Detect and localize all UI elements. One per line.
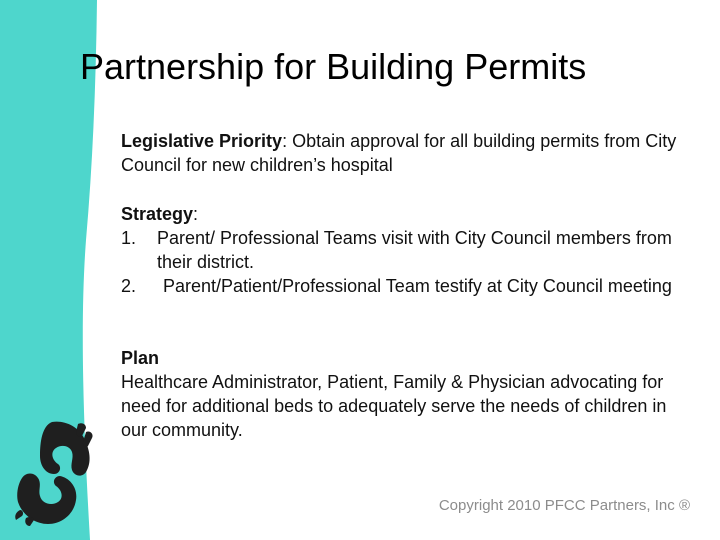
strategy-item-text: Parent/Patient/Professional Team testify at City Council meeting	[163, 276, 672, 296]
hands-logo-icon	[12, 418, 96, 528]
strategy-item	[121, 226, 681, 274]
strategy-item-number: 2.	[121, 276, 137, 296]
strategy-label: Strategy	[121, 204, 194, 224]
slide-title: Partnership for Building Permits	[80, 46, 587, 87]
strategy-item	[121, 274, 681, 298]
plan-text: Healthcare Administrator, Patient, Family & Physician advocating for need for additional beds to adequately serve the needs of children in our community.	[121, 372, 667, 440]
strategy-item-number: 1.	[121, 228, 137, 248]
priority-label: Legislative Priority	[121, 131, 283, 151]
strategy-item-text: Parent/ Professional Teams visit with City Council members from their district.	[157, 228, 672, 272]
legislative-priority-block	[121, 129, 681, 177]
plan-block	[121, 346, 681, 442]
priority-text: : Obtain approval for all building permits from City Council for new children’s hospital	[121, 131, 677, 175]
strategy-colon: :	[193, 204, 199, 224]
strategy-block	[121, 202, 681, 298]
plan-label: Plan	[121, 348, 160, 368]
copyright-notice: Copyright 2010 PFCC Partners, Inc ®	[438, 497, 690, 514]
